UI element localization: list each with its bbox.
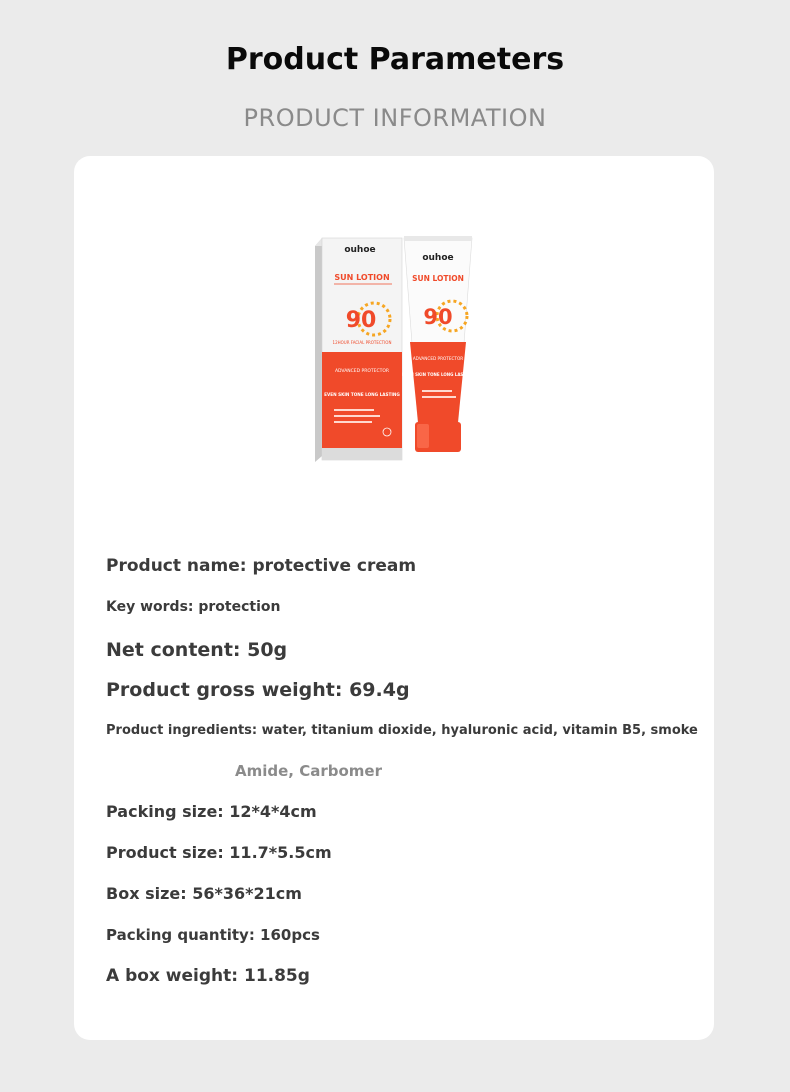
box-weight: A box weight: 11.85g xyxy=(106,966,310,986)
key-words: Key words: protection xyxy=(106,599,281,615)
box-spf: 90 xyxy=(345,308,377,333)
page-subtitle: PRODUCT INFORMATION xyxy=(243,104,547,132)
tube-label: SUN LOTION xyxy=(412,274,464,283)
packing-size: Packing size: 12*4*4cm xyxy=(106,802,317,821)
page-title: Product Parameters xyxy=(225,42,565,77)
box-label: SUN LOTION xyxy=(334,273,390,282)
box-brand: ouhoe xyxy=(344,245,376,255)
product-info-card xyxy=(74,156,714,1040)
net-content: Net content: 50g xyxy=(106,639,288,661)
box-size: Box size: 56*36*21cm xyxy=(106,884,302,903)
product-image xyxy=(312,234,476,466)
product-tube xyxy=(402,236,474,452)
ingredients-cont: Amide, Carbomer xyxy=(235,762,382,780)
box-advanced: ADVANCED PROTECTOR xyxy=(334,369,390,374)
gross-weight: Product gross weight: 69.4g xyxy=(106,679,410,701)
tube-tone: EVEN SKIN TONE LONG LASTING xyxy=(401,372,475,377)
box-protection: 12HOUR FACIAL PROTECTION xyxy=(332,340,392,345)
tube-spf: 90 xyxy=(423,305,453,329)
ingredients: Product ingredients: water, titanium dioxide, hyaluronic acid, vitamin B5, smoke xyxy=(106,723,698,738)
product-size: Product size: 11.7*5.5cm xyxy=(106,843,332,862)
tube-advanced: ADVANCED PROTECTOR xyxy=(412,356,464,361)
packing-quantity: Packing quantity: 160pcs xyxy=(106,926,320,944)
product-box xyxy=(315,238,402,462)
box-tone: EVEN SKIN TONE LONG LASTING xyxy=(324,392,400,397)
tube-brand: ouhoe xyxy=(422,253,454,263)
product-name: Product name: protective cream xyxy=(106,556,417,576)
